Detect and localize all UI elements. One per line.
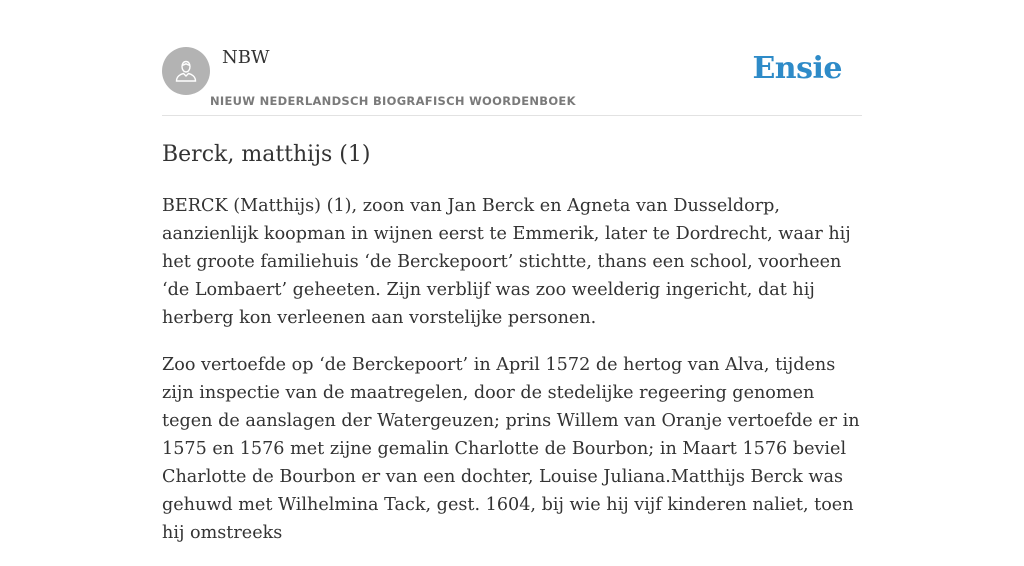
source-avatar[interactable] (162, 47, 210, 95)
source-header (162, 0, 862, 116)
source-name-link[interactable]: NBW (222, 47, 270, 68)
article-paragraph: Zoo vertoefde op ‘de Berckepoort’ in April 1572 de hertog van Alva, tijdens zijn inspectie van de maatregelen, door de stedelijke regeering genomen tegen de aanslagen der Watergeuzen; prins Willem van Oranje vertoefde er in 1575 en 1576 met zijne gemalin Charlotte de Bourbon; in Maart 1576 beviel Charlotte de Bourbon er van een dochter, Louise Juliana.Matthijs Berck was gehuwd met Wilhelmina Tack, gest. 1604, bij wie hij vijf kinderen naliet, toen hij omstreeks (162, 355, 860, 543)
article-title: Berck, matthijs (1) (162, 142, 371, 167)
user-icon (171, 56, 201, 86)
source-full-name: NIEUW NEDERLANDSCH BIOGRAFISCH WOORDENBOEK (210, 94, 576, 108)
ensie-logo-link[interactable]: Ensie (752, 51, 842, 86)
page-container (162, 0, 862, 543)
article-paragraph: BERCK (Matthijs) (1), zoon van Jan Berck en Agneta van Dusseldorp, aanzienlijk koopman in wijnen eerst te Emmerik, later te Dordrecht, waar hij het groote familiehuis ‘de Berckepoort’ stichtte, thans een school, voorheen ‘de Lombaert’ geheeten. Zijn verblijf was zoo weelderig ingericht, dat hij herberg kon verleenen aan vorstelijke personen. (162, 196, 851, 328)
article-body (162, 192, 862, 566)
